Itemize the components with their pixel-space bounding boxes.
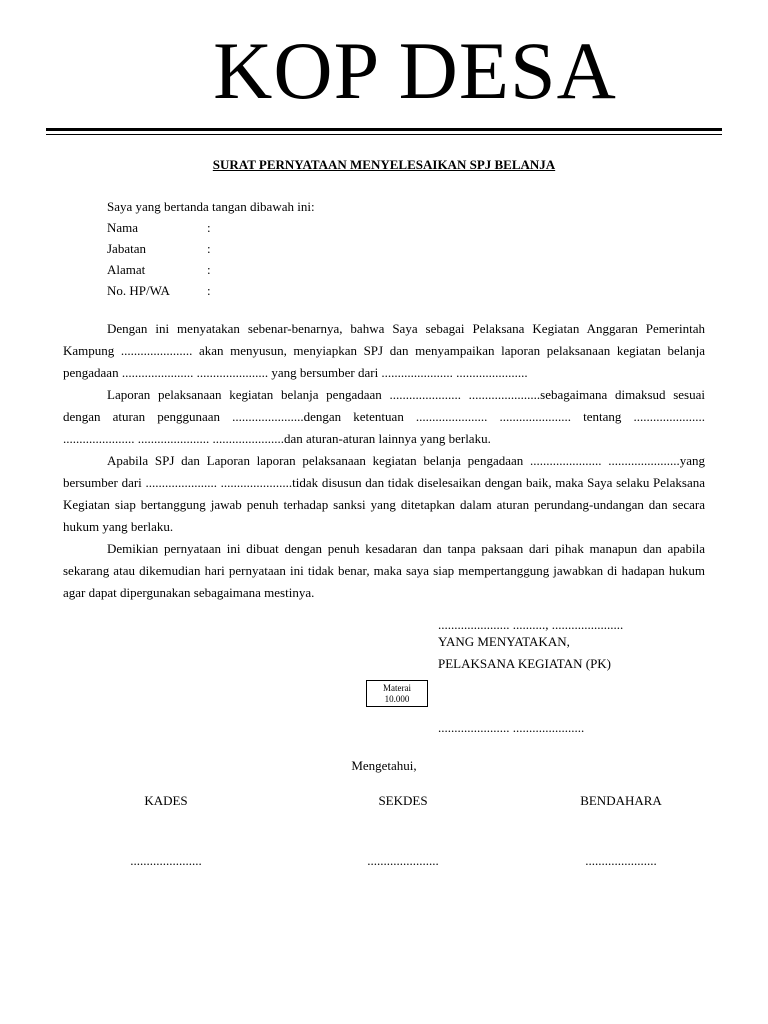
signature-heading: YANG MENYATAKAN, (438, 634, 570, 649)
materai-value: 10.000 (384, 694, 410, 704)
field-label: Nama (107, 220, 139, 235)
field-hp (107, 283, 211, 299)
paragraph-report: Laporan pelaksanaan kegiatan belanja pengadaan ...................... ......................sebagaimana dimaksud sesuai dengan aturan penggunaan ......................dengan ketentuan ...................... ...................... tentang ...................... ...................... ...................... ......................dan aturan-aturan lainnya yang berlaku. (63, 387, 705, 446)
signer-bendahara-line: ...................... (585, 853, 657, 868)
signer-bendahara: BENDAHARA (580, 793, 662, 808)
field-separator: : (207, 262, 211, 277)
signer-sekdes: SEKDES (378, 793, 428, 808)
field-separator: : (207, 283, 211, 298)
intro-text: Saya yang bertanda tangan dibawah ini: (107, 199, 315, 214)
statement-body (63, 318, 705, 604)
signature-role: PELAKSANA KEGIATAN (PK) (438, 656, 612, 671)
paragraph-liability: Apabila SPJ dan Laporan laporan pelaksanaan kegiatan belanja pengadaan ...................... ......................yang bersumber dari ...................... ......................tidak disusun dan tidak diselesaikan dengan baik, maka Saya selaku Pelaksana Kegiatan siap bertanggung jawab penuh terhadap sanksi yang ditetapkan dalam aturan perundang-undangan dan secara hukum yang berlaku. (63, 453, 705, 534)
field-separator: : (207, 241, 211, 256)
letterhead-title: KOP DESA (213, 25, 617, 116)
field-label: No. HP/WA (107, 283, 170, 298)
signer-kades: KADES (144, 793, 188, 808)
field-alamat (107, 262, 211, 278)
signature-place-date: ...................... .........., ...................... (438, 617, 624, 632)
paragraph-closing: Demikian pernyataan ini dibuat dengan penuh kesadaran dan tanpa paksaan dari pihak manapun dan apabila sekarang atau dikemudian hari pernyataan ini tidak benar, maka saya siap mempertanggung jawabkan di hadapan hukum agar dapat dipergunakan sebagaimana mestinya. (63, 541, 705, 600)
field-jabatan (107, 241, 211, 257)
acknowledgement-label: Mengetahui, (351, 758, 417, 773)
field-label: Alamat (107, 262, 146, 277)
materai-stamp-box (366, 680, 428, 707)
signer-kades-line: ...................... (130, 853, 202, 868)
field-label: Jabatan (107, 241, 146, 256)
letterhead-rule-thin (46, 134, 722, 135)
field-separator: : (207, 220, 211, 235)
letterhead-rule-thick (46, 128, 722, 131)
signature-name-line: ...................... ...................... (438, 720, 585, 735)
document-title: SURAT PERNYATAAN MENYELESAIKAN SPJ BELANJA (212, 157, 556, 172)
paragraph-statement: Dengan ini menyatakan sebenar-benarnya, bahwa Saya sebagai Pelaksana Kegiatan Anggaran Pemerintah Kampung ...................... akan menyusun, menyiapkan SPJ dan menyampaikan laporan pelaksanaan kegiatan belanja pengadaan ...................... ...................... yang bersumber dari ...................... ...................... (63, 321, 705, 380)
signer-sekdes-line: ...................... (367, 853, 439, 868)
materai-label: Materai (383, 683, 411, 693)
field-nama (107, 220, 211, 236)
